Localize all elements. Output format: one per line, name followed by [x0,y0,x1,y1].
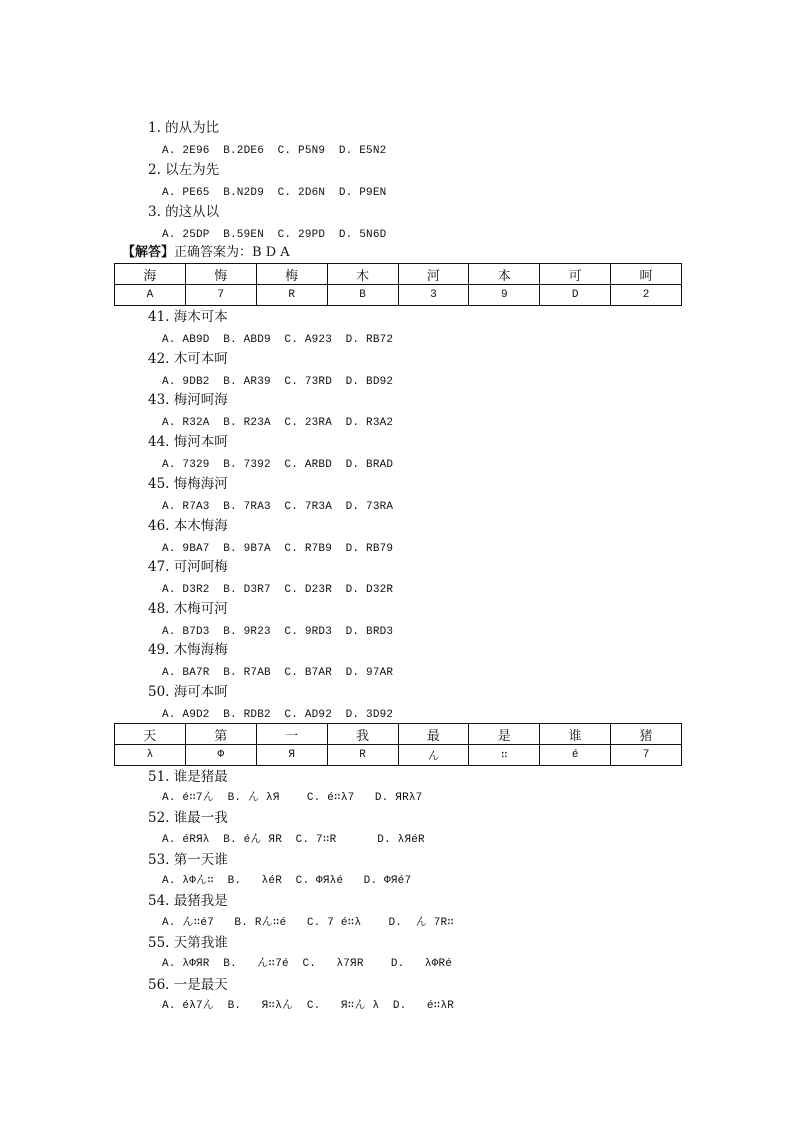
table-cell: 一 [256,724,327,745]
code-table-1 [114,263,682,306]
answer-text: 正确答案为：B D A [174,245,290,260]
code-table-2 [114,723,682,766]
code-table-1-codes-row [115,285,682,306]
table-cell: 悔 [185,264,256,285]
question-43: 43. 梅河呵海 [148,392,228,408]
table-cell: 第 [185,724,256,745]
table-cell: A [115,285,186,306]
question-44-options: A. 7329 B. 7392 C. ARBD D. BRAD [162,459,394,471]
table-cell: 河 [398,264,469,285]
table-cell: λ [115,745,186,766]
table-cell: 本 [469,264,540,285]
question-51-options: A. é∷7ん B. ん λЯ C. é∷λ7 D. ЯRλ7 [162,792,423,804]
table-cell: 谁 [540,724,611,745]
table-cell: 猪 [611,724,682,745]
table-cell: 海 [115,264,186,285]
question-1: 1. 的从为比 [148,120,220,136]
table-cell: 7 [185,285,256,306]
table-cell: R [256,285,327,306]
question-51: 51. 谁是猪最 [148,769,228,785]
question-45: 45. 悔梅海河 [148,476,228,492]
question-41: 41. 海木可本 [148,309,228,325]
question-3-options: A. 25DP B.59EN C. 29PD D. 5N6D [162,229,387,241]
table-cell: 7 [611,745,682,766]
question-2-options: A. PE65 B.N2D9 C. 2D6N D. P9EN [162,187,387,199]
question-3: 3. 的这从以 [148,204,220,220]
table-cell: R [327,745,398,766]
question-46: 46. 本木悔海 [148,518,228,534]
table-cell: 最 [398,724,469,745]
table-cell: 我 [327,724,398,745]
question-42: 42. 木可本呵 [148,351,228,367]
question-42-options: A. 9DB2 B. AR39 C. 73RD D. BD92 [162,376,394,388]
table-cell: 可 [540,264,611,285]
table-cell: Φ [185,745,256,766]
question-53: 53. 第一天谁 [148,852,228,868]
question-55-options: A. λΦЯR B. ん∷7é C. λ7ЯR D. λΦRé [162,958,453,970]
question-56: 56. 一是最天 [148,977,228,993]
question-49-options: A. BA7R B. R7AB C. B7AR D. 97AR [162,667,394,679]
code-table-2-chars-row [115,724,682,745]
question-46-options: A. 9BA7 B. 9B7A C. R7B9 D. RB79 [162,543,394,555]
table-cell: ∷ [469,745,540,766]
answer-line [122,245,290,261]
question-56-options: A. éλ7ん B. Я∷λん C. Я∷ん λ D. é∷λR [162,1000,455,1012]
question-48-options: A. B7D3 B. 9R23 C. 9RD3 D. BRD3 [162,626,394,638]
code-table-1-chars-row [115,264,682,285]
question-44: 44. 悔河本呵 [148,434,228,450]
table-cell: D [540,285,611,306]
question-52: 52. 谁最一我 [148,810,228,826]
question-50-options: A. A9D2 B. RDB2 C. AD92 D. 3D92 [162,709,394,721]
table-cell: é [540,745,611,766]
table-cell: 天 [115,724,186,745]
table-cell: 梅 [256,264,327,285]
question-2: 2. 以左为先 [148,162,220,178]
question-49: 49. 木悔海梅 [148,642,228,658]
answer-label: 【解答】 [122,245,175,260]
question-47-options: A. D3R2 B. D3R7 C. D23R D. D32R [162,584,394,596]
table-cell: ん [398,745,469,766]
question-43-options: A. R32A B. R23A C. 23RA D. R3A2 [162,417,394,429]
code-table-2-codes-row [115,745,682,766]
question-45-options: A. R7A3 B. 7RA3 C. 7R3A D. 73RA [162,501,394,513]
table-cell: 木 [327,264,398,285]
question-55: 55. 天第我谁 [148,935,228,951]
table-cell: 是 [469,724,540,745]
table-cell: 9 [469,285,540,306]
table-cell: B [327,285,398,306]
table-cell: 3 [398,285,469,306]
question-50: 50. 海可本呵 [148,684,228,700]
question-53-options: A. λΦん∷ B. λéR C. ΦЯλé D. ΦЯé7 [162,875,412,887]
question-1-options: A. 2E96 B.2DE6 C. P5N9 D. E5N2 [162,145,387,157]
table-cell: 呵 [611,264,682,285]
question-41-options: A. AB9D B. ABD9 C. A923 D. RB72 [162,334,394,346]
table-cell: 2 [611,285,682,306]
question-52-options: A. éRЯλ B. éん ЯR C. 7∷R D. λЯéR [162,834,425,846]
question-54-options: A. ん∷é7 B. Rん∷é C. 7 é∷λ D. ん 7R∷ [162,917,455,929]
question-47: 47. 可河呵梅 [148,559,228,575]
question-48: 48. 木梅可河 [148,601,228,617]
table-cell: Я [256,745,327,766]
question-54: 54. 最猪我是 [148,893,228,909]
